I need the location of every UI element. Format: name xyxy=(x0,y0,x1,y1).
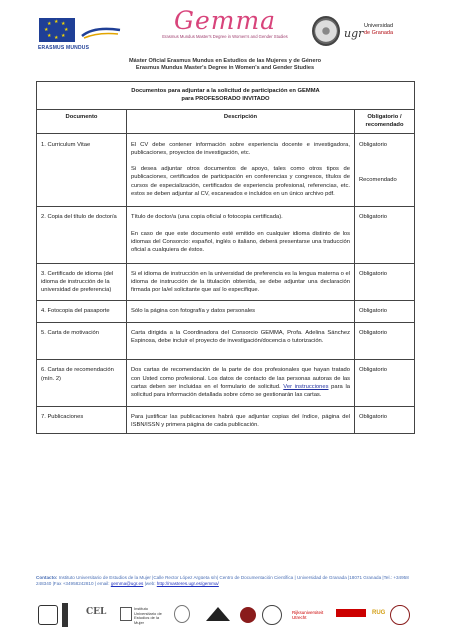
column-header-documento: Documento xyxy=(37,109,127,133)
row-document: 2. Copia del título de doctor/a xyxy=(37,207,127,263)
table-title-line1: Documentos para adjuntar a la solicitud de participación en GEMMA xyxy=(131,88,320,94)
table-title-row xyxy=(37,82,415,110)
ugr-name xyxy=(364,23,393,37)
row-document: 6. Cartas de recomendación (mín. 2) xyxy=(37,360,127,406)
cuea-logo-icon: CEL xyxy=(86,607,107,617)
table-row xyxy=(37,322,415,360)
table-title-line2: para PROFESORADO INVITADO xyxy=(181,96,270,103)
row-description xyxy=(127,207,355,263)
table-title xyxy=(37,82,415,110)
row-description: Carta dirigida a la Coordinadora del Consorcio GEMMA, Profa. Adelina Sánchez Espinosa, debe incluir el proyecto de investigación/docencia o tutorización. xyxy=(127,322,355,360)
row-description-text: Dos cartas de recomendación de la parte de dos profesionales que hayan tratado con Usted como profesional. Los datos de contacto de las personas autoras de las cartas deben ser incluidas en el formulario de solicitud. xyxy=(131,367,350,390)
row-requirement: Obligatorio xyxy=(355,360,415,406)
ugr-abbrev: ugr xyxy=(344,27,364,40)
footer-contact xyxy=(36,575,416,587)
row-description: Para justificar las publicaciones habrá que adjuntar copias del índice, página del ISBN/ISSN y primera página de cada publicación. xyxy=(127,406,355,434)
row-description-text-end: para la solicitud para información detallada sobre cómo se gestionarán las cartas. xyxy=(131,383,350,399)
row-description-p1: El CV debe contener información sobre experiencia docente e investigadora, publicaciones, proyectos de investigación, etc. xyxy=(131,141,350,156)
row-requirement: Obligatorio xyxy=(355,406,415,434)
row-description-p1: Título de doctor/a (una copia oficial o fotocopia certificada). xyxy=(131,214,283,221)
estudios-mujer-label: Instituto Universitario de Estudios de la Mujer xyxy=(134,606,162,625)
estudios-mujer-logo-icon xyxy=(120,607,132,621)
row-requirement: Obligatorio xyxy=(355,207,415,263)
row-requirement xyxy=(355,133,415,207)
table-header-row xyxy=(37,109,415,133)
column-header-descripcion: Descripción xyxy=(127,109,355,133)
contact-label: Contacto: xyxy=(36,575,58,580)
column-header-obligatorio: Obligatorio / recomendado xyxy=(355,109,415,133)
eu-flag-logo: ★ ★ ★ ★ ★ ★ ★ ★ xyxy=(39,18,75,42)
row-requirement-1: Obligatorio xyxy=(359,141,388,148)
web-link[interactable]: http://masteres.ugr.es/gemma/ xyxy=(156,581,219,587)
row-document: 1. Curriculum Vitae xyxy=(37,133,127,207)
row-description xyxy=(127,133,355,207)
erasmus-mundus-label: ERASMUS MUNDUS xyxy=(38,45,90,51)
partner-logos xyxy=(36,595,416,635)
ugr-name-line2: de Granada xyxy=(364,30,394,36)
row-requirement: Obligatorio xyxy=(355,322,415,360)
table-row xyxy=(37,406,415,434)
row-document: 7. Publicaciones xyxy=(37,406,127,434)
master-title-en: Erasmus Mundus Master's Degree in Women's and Gender Studies xyxy=(135,65,315,71)
seal-logo-icon-2 xyxy=(390,605,410,625)
documents-table xyxy=(36,81,415,434)
rug-label: RUG xyxy=(372,610,386,616)
ugr-seal-icon xyxy=(312,16,340,46)
contact-text: Instituto Universitario de Estudios de la Mujer |Calle Rector López Argüeta s/n| Centro de Documentación Científica | Universidad de Granada |18071 Granada |Tel.: +34958 248340 |Fax +34958242810 | email: xyxy=(36,575,409,587)
utrecht-label: Rijksuniversiteit Utrecht xyxy=(292,610,324,620)
table-row xyxy=(37,207,415,263)
crest-logo-icon xyxy=(206,607,230,621)
email-link[interactable]: gemma@ugr.es xyxy=(110,581,144,587)
table-row xyxy=(37,301,415,322)
erasmus-swoosh-icon xyxy=(80,26,122,40)
row-description: Sólo la página con fotografía y datos personales xyxy=(127,301,355,322)
row-document: 4. Fotocopia del pasaporte xyxy=(37,301,127,322)
utrecht-logo-icon xyxy=(336,609,366,617)
row-description-p2: Si desea adjuntar otros documentos de apoyo, tales como otros tipos de publicaciones, certificados de participación en conferencias y congresos, títulos de cursos de especialización, certificados de experiencia profesional, referencias, etc. estos se deben adjuntar al CV, escaneados e incluidos en un único archivo pdf. xyxy=(131,166,350,198)
ugr-name-line1: Universidad xyxy=(364,23,394,29)
row-description-p2: En caso de que este documento esté emitido en cualquier idioma distinto de los idiomas del Consorcio: español, inglés o italiano, deberá presentarse una traducción oficial a cualquiera de éstos. xyxy=(131,230,350,254)
row-document: 3. Certificado de idioma (del idioma de instrucción de la universidad de preferencia) xyxy=(37,263,127,301)
university-seal-icon xyxy=(240,607,256,623)
university-logo-icon xyxy=(38,605,58,625)
table-row xyxy=(37,360,415,406)
seal-logo-icon xyxy=(174,605,190,623)
table-row xyxy=(37,133,415,207)
row-requirement-2: Recomendado xyxy=(359,176,397,183)
partner-mark-icon xyxy=(62,603,68,627)
row-requirement: Obligatorio xyxy=(355,301,415,322)
master-title-es: Máster Oficial Erasmus Mundus en Estudios de las Mujeres y de Género xyxy=(128,58,322,64)
row-description: Si el idioma de instrucción en la universidad de preferencia es la lengua materna o el idioma de instrucción de la titulación obtenida, se debe adjuntar una declaración firmada por la/el solicitante que así lo especifique. xyxy=(127,263,355,301)
row-description xyxy=(127,360,355,406)
gemma-subtitle: Erasmus Mundus Master's Degree in Women's and Gender Studies xyxy=(162,34,288,39)
instructions-link[interactable]: Ver instrucciones xyxy=(283,383,329,390)
web-label: |web: xyxy=(144,581,156,587)
row-document: 5. Carta de motivación xyxy=(37,322,127,360)
table-row xyxy=(37,263,415,301)
gemma-logo: Gemma xyxy=(174,6,277,35)
row-requirement: Obligatorio xyxy=(355,263,415,301)
round-seal-icon xyxy=(262,605,282,625)
page-header xyxy=(0,0,450,90)
